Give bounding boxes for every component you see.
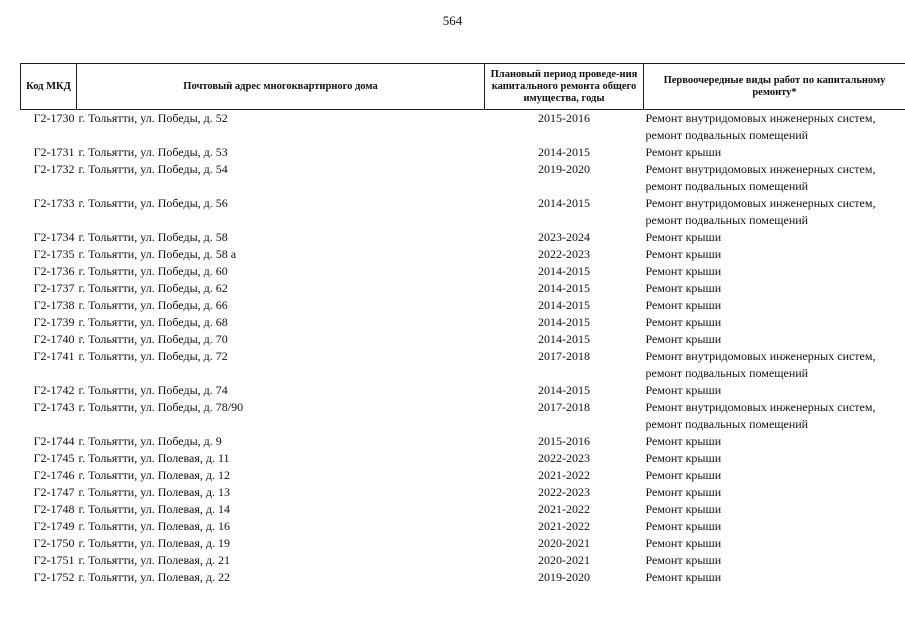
cell-address: г. Тольятти, ул. Победы, д. 66 (78, 298, 228, 312)
table-row (21, 433, 905, 450)
works-line: Ремонт крыши (645, 145, 722, 159)
cell-period: 2022-2023 (538, 451, 590, 465)
works-line: Ремонт крыши (645, 485, 722, 499)
cell-period: 2019-2020 (538, 570, 590, 584)
cell-address: г. Тольятти, ул. Победы, д. 52 (78, 111, 228, 125)
cell-code: Г2-1731 (33, 145, 75, 159)
table-row (21, 399, 905, 433)
cell-address: г. Тольятти, ул. Победы, д. 58 а (78, 247, 237, 261)
cell-address: г. Тольятти, ул. Победы, д. 74 (78, 383, 228, 397)
table-row (21, 297, 905, 314)
cell-period: 2020-2021 (538, 553, 590, 567)
cell-works (644, 161, 905, 195)
works-line: Ремонт крыши (645, 468, 722, 482)
cell-period: 2021-2022 (538, 468, 590, 482)
cell-address: г. Тольятти, ул. Победы, д. 70 (78, 332, 228, 346)
cell-code: Г2-1748 (33, 502, 75, 516)
works-line: Ремонт крыши (645, 332, 722, 346)
works-line: Ремонт крыши (645, 519, 722, 533)
table-row (21, 144, 905, 161)
cell-works (644, 144, 905, 161)
header-period: Плановый период проведе-ния капитального ремонта общего имущества, годы (485, 64, 644, 110)
cell-address: г. Тольятти, ул. Победы, д. 72 (78, 349, 228, 363)
cell-code: Г2-1736 (33, 264, 75, 278)
table-row (21, 484, 905, 501)
cell-works (644, 501, 905, 518)
table-row (21, 501, 905, 518)
cell-code: Г2-1738 (33, 298, 75, 312)
cell-code: Г2-1741 (33, 349, 75, 363)
cell-works (644, 382, 905, 399)
cell-period: 2020-2021 (538, 536, 590, 550)
cell-address: г. Тольятти, ул. Полевая, д. 12 (78, 468, 230, 482)
cell-code: Г2-1745 (33, 451, 75, 465)
works-line: ремонт подвальных помещений (645, 417, 809, 431)
table-row (21, 331, 905, 348)
cell-code: Г2-1730 (33, 111, 75, 125)
table-row (21, 348, 905, 382)
table-header-row (21, 64, 905, 110)
cell-period: 2014-2015 (538, 383, 590, 397)
cell-period: 2023-2024 (538, 230, 590, 244)
cell-works (644, 467, 905, 484)
table-row (21, 535, 905, 552)
cell-code: Г2-1746 (33, 468, 75, 482)
cell-period: 2014-2015 (538, 145, 590, 159)
header-address: Почтовый адрес многоквартирного дома (77, 64, 485, 110)
works-line: Ремонт крыши (645, 315, 722, 329)
cell-address: г. Тольятти, ул. Полевая, д. 16 (78, 519, 230, 533)
cell-works (644, 246, 905, 263)
cell-period: 2017-2018 (538, 400, 590, 414)
cell-code: Г2-1739 (33, 315, 75, 329)
works-line: Ремонт крыши (645, 383, 722, 397)
cell-code: Г2-1734 (33, 230, 75, 244)
cell-code: Г2-1744 (33, 434, 75, 448)
cell-works (644, 195, 905, 229)
cell-address: г. Тольятти, ул. Победы, д. 58 (78, 230, 228, 244)
table-row (21, 110, 905, 145)
cell-address: г. Тольятти, ул. Победы, д. 78/90 (78, 400, 244, 414)
cell-period: 2014-2015 (538, 315, 590, 329)
works-line: Ремонт внутридомовых инженерных систем, (645, 162, 876, 176)
cell-address: г. Тольятти, ул. Победы, д. 68 (78, 315, 228, 329)
cell-address: г. Тольятти, ул. Полевая, д. 11 (78, 451, 230, 465)
cell-period: 2014-2015 (538, 298, 590, 312)
table-body (21, 110, 905, 587)
table-row (21, 467, 905, 484)
works-line: ремонт подвальных помещений (645, 366, 809, 380)
cell-period: 2014-2015 (538, 332, 590, 346)
cell-works (644, 331, 905, 348)
table-row (21, 382, 905, 399)
cell-address: г. Тольятти, ул. Победы, д. 60 (78, 264, 228, 278)
table-row (21, 195, 905, 229)
cell-address: г. Тольятти, ул. Полевая, д. 22 (78, 570, 230, 584)
cell-code: Г2-1732 (33, 162, 75, 176)
table-row (21, 280, 905, 297)
works-line: Ремонт крыши (645, 553, 722, 567)
cell-works (644, 229, 905, 246)
cell-works (644, 399, 905, 433)
table-row (21, 518, 905, 535)
works-line: Ремонт внутридомовых инженерных систем, (645, 196, 876, 210)
table-row (21, 229, 905, 246)
cell-period: 2019-2020 (538, 162, 590, 176)
cell-code: Г2-1733 (33, 196, 75, 210)
cell-address: г. Тольятти, ул. Победы, д. 56 (78, 196, 228, 210)
header-code: Код МКД (21, 64, 77, 110)
cell-works (644, 518, 905, 535)
cell-code: Г2-1749 (33, 519, 75, 533)
cell-code: Г2-1735 (33, 247, 75, 261)
cell-code: Г2-1743 (33, 400, 75, 414)
works-line: Ремонт крыши (645, 247, 722, 261)
works-line: Ремонт внутридомовых инженерных систем, (645, 400, 876, 414)
cell-works (644, 263, 905, 280)
repair-schedule-table (20, 63, 905, 586)
cell-address: г. Тольятти, ул. Полевая, д. 21 (78, 553, 230, 567)
cell-address: г. Тольятти, ул. Полевая, д. 14 (78, 502, 230, 516)
cell-address: г. Тольятти, ул. Полевая, д. 19 (78, 536, 230, 550)
cell-code: Г2-1747 (33, 485, 75, 499)
cell-period: 2015-2016 (538, 434, 590, 448)
works-line: ремонт подвальных помещений (645, 213, 809, 227)
works-line: Ремонт крыши (645, 451, 722, 465)
cell-code: Г2-1751 (33, 553, 75, 567)
works-line: Ремонт крыши (645, 434, 722, 448)
cell-address: г. Тольятти, ул. Победы, д. 54 (78, 162, 228, 176)
cell-code: Г2-1737 (33, 281, 75, 295)
cell-address: г. Тольятти, ул. Победы, д. 62 (78, 281, 228, 295)
cell-works (644, 535, 905, 552)
table-row (21, 263, 905, 280)
cell-address: г. Тольятти, ул. Полевая, д. 13 (78, 485, 230, 499)
cell-works (644, 552, 905, 569)
works-line: Ремонт внутридомовых инженерных систем, (645, 111, 876, 125)
table-row (21, 314, 905, 331)
works-line: Ремонт крыши (645, 298, 722, 312)
cell-code: Г2-1742 (33, 383, 75, 397)
cell-works (644, 484, 905, 501)
cell-period: 2022-2023 (538, 247, 590, 261)
works-line: ремонт подвальных помещений (645, 179, 809, 193)
cell-works (644, 280, 905, 297)
works-line: Ремонт крыши (645, 264, 722, 278)
cell-period: 2014-2015 (538, 264, 590, 278)
cell-works (644, 569, 905, 586)
cell-works (644, 348, 905, 382)
header-works: Первоочередные виды работ по капитальному ремонту* (644, 64, 905, 110)
table-row (21, 161, 905, 195)
works-line: Ремонт крыши (645, 230, 722, 244)
cell-code: Г2-1740 (33, 332, 75, 346)
works-line: Ремонт крыши (645, 281, 722, 295)
cell-works (644, 110, 905, 145)
cell-period: 2014-2015 (538, 196, 590, 210)
cell-works (644, 433, 905, 450)
page-number: 564 (442, 13, 463, 28)
table-row (21, 569, 905, 586)
table-row (21, 246, 905, 263)
cell-period: 2022-2023 (538, 485, 590, 499)
works-line: Ремонт крыши (645, 570, 722, 584)
cell-code: Г2-1752 (33, 570, 75, 584)
works-line: Ремонт внутридомовых инженерных систем, (645, 349, 876, 363)
cell-period: 2021-2022 (538, 502, 590, 516)
cell-works (644, 297, 905, 314)
cell-period: 2017-2018 (538, 349, 590, 363)
cell-period: 2021-2022 (538, 519, 590, 533)
cell-code: Г2-1750 (33, 536, 75, 550)
cell-period: 2015-2016 (538, 111, 590, 125)
works-line: Ремонт крыши (645, 502, 722, 516)
table-row (21, 450, 905, 467)
works-line: ремонт подвальных помещений (645, 128, 809, 142)
table-row (21, 552, 905, 569)
cell-address: г. Тольятти, ул. Победы, д. 9 (78, 434, 222, 448)
cell-works (644, 314, 905, 331)
cell-period: 2014-2015 (538, 281, 590, 295)
works-line: Ремонт крыши (645, 536, 722, 550)
cell-works (644, 450, 905, 467)
cell-address: г. Тольятти, ул. Победы, д. 53 (78, 145, 228, 159)
